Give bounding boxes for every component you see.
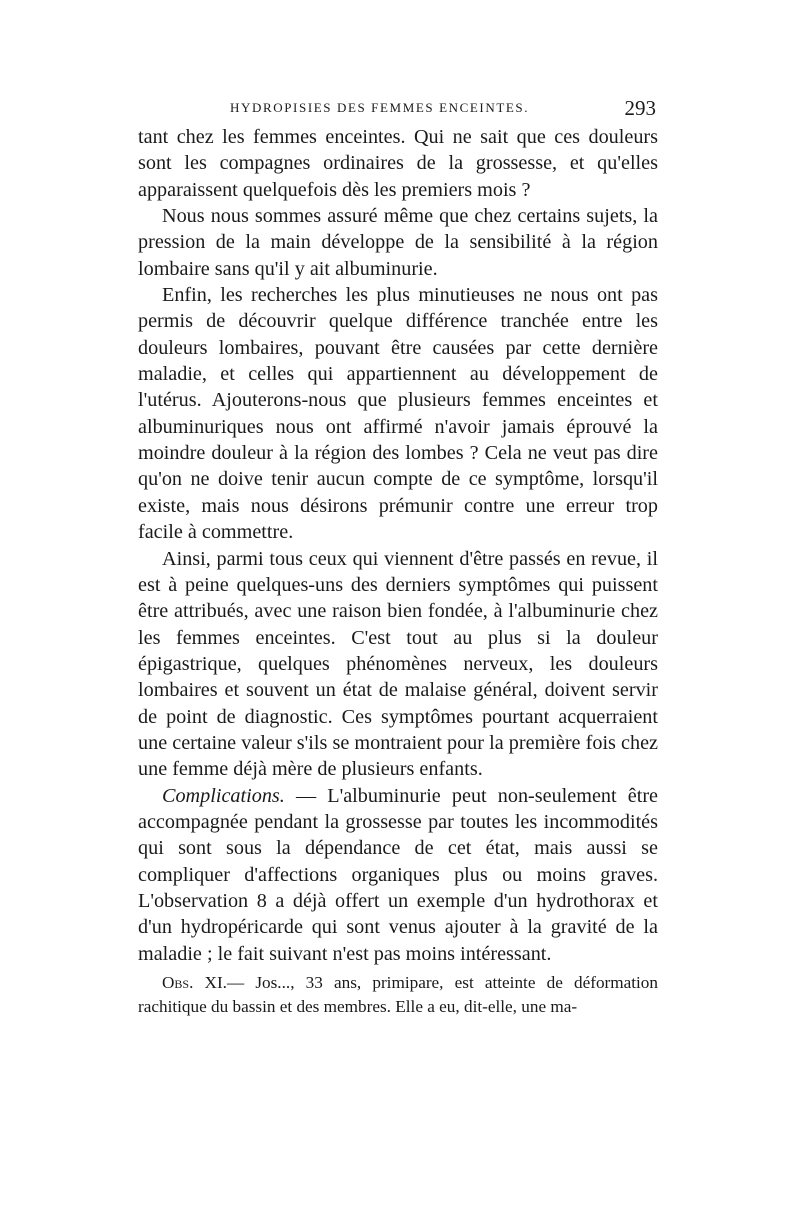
paragraph-1: tant chez les femmes enceintes. Qui ne sait que ces douleurs sont les compagnes ordinaires de la grossesse, et qu'elles apparaissent quelquefois dès les premiers mois ? — [138, 126, 658, 201]
observation-label: Obs. XI. — [162, 973, 227, 992]
body-text — [138, 124, 658, 967]
paragraph-3: Enfin, les recherches les plus minutieuses ne nous ont pas permis de découvrir quelque différence tranchée entre les douleurs lombaires, pouvant être causées par cette dernière maladie, et celles qui appartiennent au développement de l'utérus. Ajouterons-nous que plusieurs femmes enceintes et albuminuriques nous ont affirmé n'avoir jamais éprouvé la moindre douleur à la région des lombes ? Cela ne veut pas dire qu'on ne doive tenir aucun compte de ce symptôme, lorsqu'il existe, mais nous désirons prémunir contre une erreur trop facile à commettre. — [138, 284, 658, 544]
complications-paragraph — [138, 783, 658, 967]
complications-heading: Complications. — [162, 784, 285, 807]
observation-text: — Jos..., 33 ans, primipare, est atteinte de déformation rachitique du bassin et des membres. Elle a eu, dit-elle, une ma- — [138, 973, 658, 1016]
running-head — [138, 96, 658, 122]
running-title: HYDROPISIES DES FEMMES ENCEINTES. — [230, 100, 530, 115]
book-page — [138, 96, 658, 1019]
complications-text: — L'albuminurie peut non-seulement être accompagnée pendant la grossesse par toutes les incommodités qui sont sous la dépendance de cet état, mais aussi se compliquer d'affections organiques plus ou moins graves. L'observation 8 a déjà offert un exemple d'un hydrothorax et d'un hydropéricarde qui sont venus ajouter à la gravité de la maladie ; le fait suivant n'est pas moins intéressant. — [138, 784, 658, 965]
page-number: 293 — [624, 96, 656, 120]
paragraph-4: Ainsi, parmi tous ceux qui viennent d'être passés en revue, il est à peine quelques-uns des derniers symptômes qui puissent être attribués, avec une raison bien fondée, à l'albuminurie chez les femmes enceintes. C'est tout au plus si la douleur épigastrique, quelques phénomènes nerveux, les douleurs lombaires et souvent un état de malaise général, doivent servir de point de diagnostic. Ces symptômes pourtant acquerraient une certaine valeur s'ils se montraient pour la première fois chez une femme déjà mère de plusieurs enfants. — [138, 547, 658, 781]
paragraph-2: Nous nous sommes assuré même que chez certains sujets, la pression de la main développe de la sensibilité à la région lombaire sans qu'il y ait albuminurie. — [138, 205, 658, 280]
observation-paragraph — [138, 971, 658, 1019]
observation-block — [138, 971, 658, 1019]
